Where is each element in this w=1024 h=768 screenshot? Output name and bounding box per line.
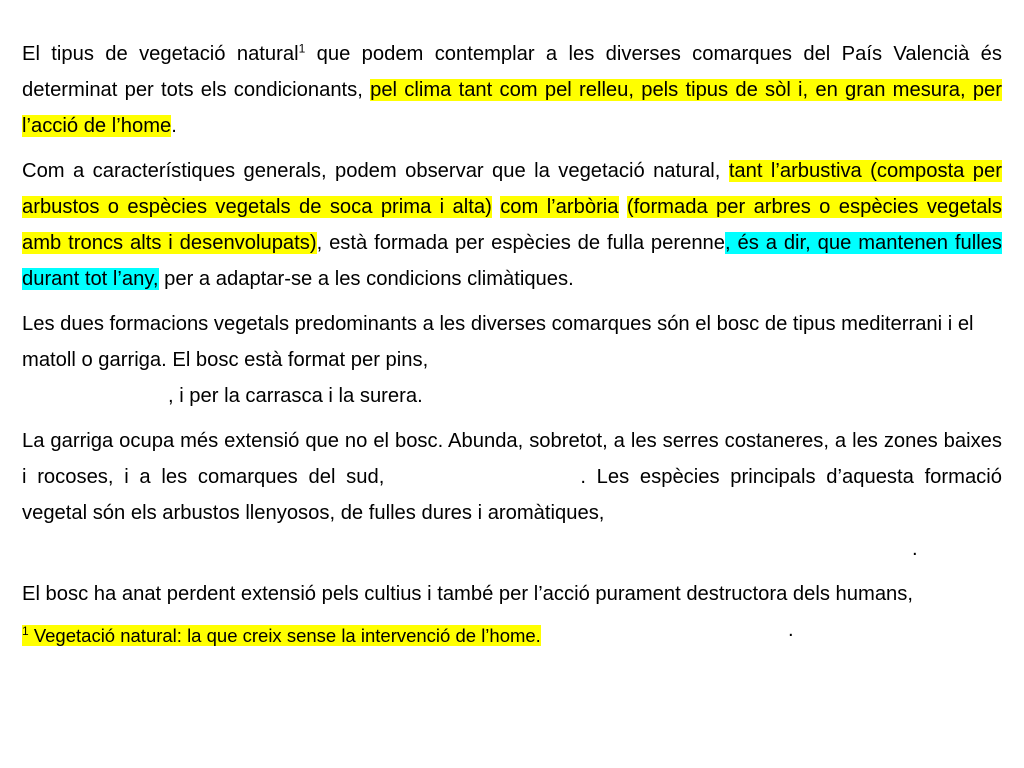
paragraph-4 — [22, 423, 1002, 567]
p2-highlight-cyan: , és a dir, que mantenen fulles durant tot l’any, — [22, 232, 1003, 290]
p5-text-a: El bosc ha anat perdent extensió pels cultius i també per l’acció purament destructora dels humans, — [22, 583, 913, 605]
p2-text-a: Com a característiques generals, podem observar que la vegetació natural, — [22, 160, 729, 182]
p2-highlight-3: (formada per arbres o espècies vegetals amb troncs alts i desenvolupats) — [22, 196, 1003, 254]
p2-text-e: per a adaptar-se a les condicions climàtiques. — [158, 268, 574, 290]
p2-highlight-2: com l’arbòria — [500, 196, 619, 218]
p1-text-c: . — [171, 115, 177, 137]
paragraph-1 — [22, 36, 1002, 144]
footnote-text: Vegetació natural: la que creix sense la intervenció de l’home. — [28, 625, 541, 646]
footnote — [22, 621, 1002, 651]
p5-text-b: . — [788, 619, 794, 641]
p4-text-c: . — [912, 538, 918, 560]
document-page — [22, 36, 1002, 651]
p2-highlight-1: tant l’arbustiva (composta per arbustos o espècies vegetals de soca prima i alta) — [22, 160, 1002, 218]
p1-highlight: pel clima tant com pel relleu, pels tipus de sòl i, en gran mesura, per l’acció de l’home — [22, 79, 1002, 137]
footnote-number: 1 — [22, 623, 29, 638]
paragraph-3 — [22, 306, 1002, 414]
footnote-ref: 1 — [298, 41, 306, 56]
p4-text-b: . Les espècies principals d’aquesta formació vegetal són els arbustos llenyosos, de fulles dures i aromàtiques, — [22, 466, 1002, 524]
footnote-highlight — [22, 625, 541, 646]
p3-text-b: , i per la carrasca i la surera. — [168, 385, 423, 407]
p3-text-a: Les dues formacions vegetals predominants a les diverses comarques són el bosc de tipus mediterrani i el matoll o garriga. El bosc està format per pins, — [22, 313, 974, 371]
p1-text-b: que podem contemplar a les diverses comarques del País Valencià és determinat per tots els condicionants, — [22, 43, 1002, 101]
paragraph-2 — [22, 153, 1002, 297]
p1-text-a: El tipus de vegetació natural — [22, 43, 299, 65]
p4-blank-line — [22, 531, 1002, 567]
p4-text-a: La garriga ocupa més extensió que no el bosc. Abunda, sobretot, a les serres costaneres, a les zones baixes i rocoses, i a les comarques del sud, — [22, 430, 1002, 488]
p2-text-c — [619, 196, 627, 218]
p2-text-b — [492, 196, 500, 218]
p2-text-d: , està formada per espècies de fulla perenne — [316, 232, 726, 254]
